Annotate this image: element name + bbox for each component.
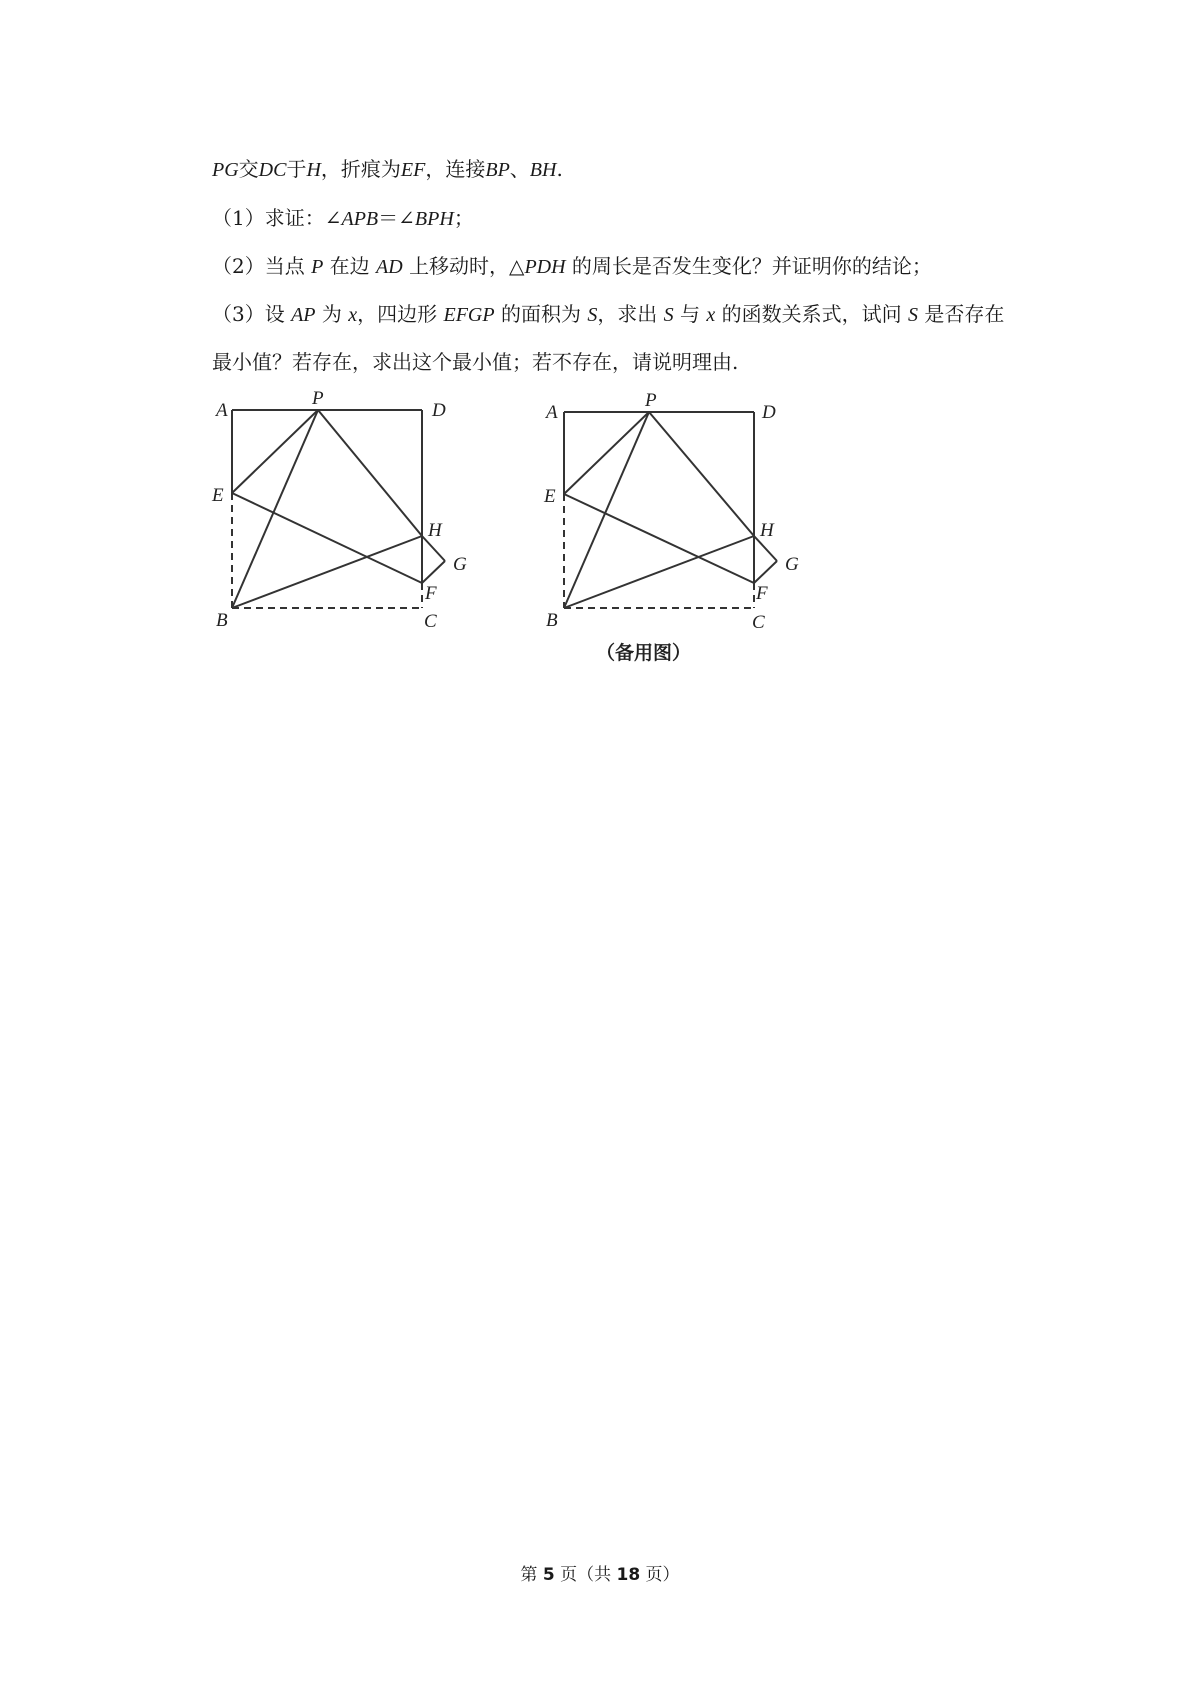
question-3-continued: 最小值？若存在，求出这个最小值；若不存在，请说明理由. xyxy=(212,350,739,374)
segment-EF xyxy=(232,493,422,583)
label-C: C xyxy=(424,611,437,630)
label-D: D xyxy=(762,402,776,423)
label-B: B xyxy=(546,610,558,630)
segment-GF xyxy=(422,561,445,583)
label-A: A xyxy=(546,402,558,423)
label-A: A xyxy=(216,400,228,421)
geometry-diagram-spare xyxy=(542,390,822,630)
page-footer: 第 5 页（共 18 页） xyxy=(520,1565,680,1585)
segment-PE xyxy=(564,412,649,494)
segment-GF xyxy=(754,561,777,583)
segment-BH xyxy=(232,536,422,608)
label-P: P xyxy=(312,390,324,409)
figure-main xyxy=(210,390,490,630)
question-3: （3）设 AP 为 x，四边形 EFGP 的面积为 S，求出 S 与 x 的函数关系式，试问 S 是否存在 xyxy=(212,302,1005,326)
label-H: H xyxy=(428,520,442,541)
segment-PH xyxy=(649,412,754,536)
page-total: 18 xyxy=(616,1565,641,1585)
question-1: （1）求证：∠APB＝∠BPH； xyxy=(212,206,474,230)
label-F: F xyxy=(425,583,437,604)
label-C: C xyxy=(752,612,765,630)
label-P: P xyxy=(645,390,657,411)
question-2: （2）当点 P 在边 AD 上移动时，△PDH 的周长是否发生变化？并证明你的结论； xyxy=(212,254,932,278)
geometry-diagram xyxy=(210,390,490,630)
figure-spare xyxy=(542,390,822,630)
problem-text-line-1: PG交DC于H，折痕为EF，连接BP、BH. xyxy=(212,157,563,181)
label-G: G xyxy=(453,554,467,575)
segment-EF xyxy=(564,494,754,583)
segment-PH xyxy=(318,410,422,536)
page-number: 5 xyxy=(542,1565,555,1585)
segment-PE xyxy=(232,410,318,493)
label-B: B xyxy=(216,610,228,630)
segment-BH xyxy=(564,536,754,608)
label-E: E xyxy=(212,485,224,506)
segment-PB xyxy=(564,412,649,608)
segment-PB xyxy=(232,410,318,608)
label-G: G xyxy=(785,554,799,575)
figure-caption: （备用图） xyxy=(596,642,692,664)
label-E: E xyxy=(544,486,556,507)
label-H: H xyxy=(760,520,774,541)
label-D: D xyxy=(432,400,446,421)
label-F: F xyxy=(756,583,768,604)
